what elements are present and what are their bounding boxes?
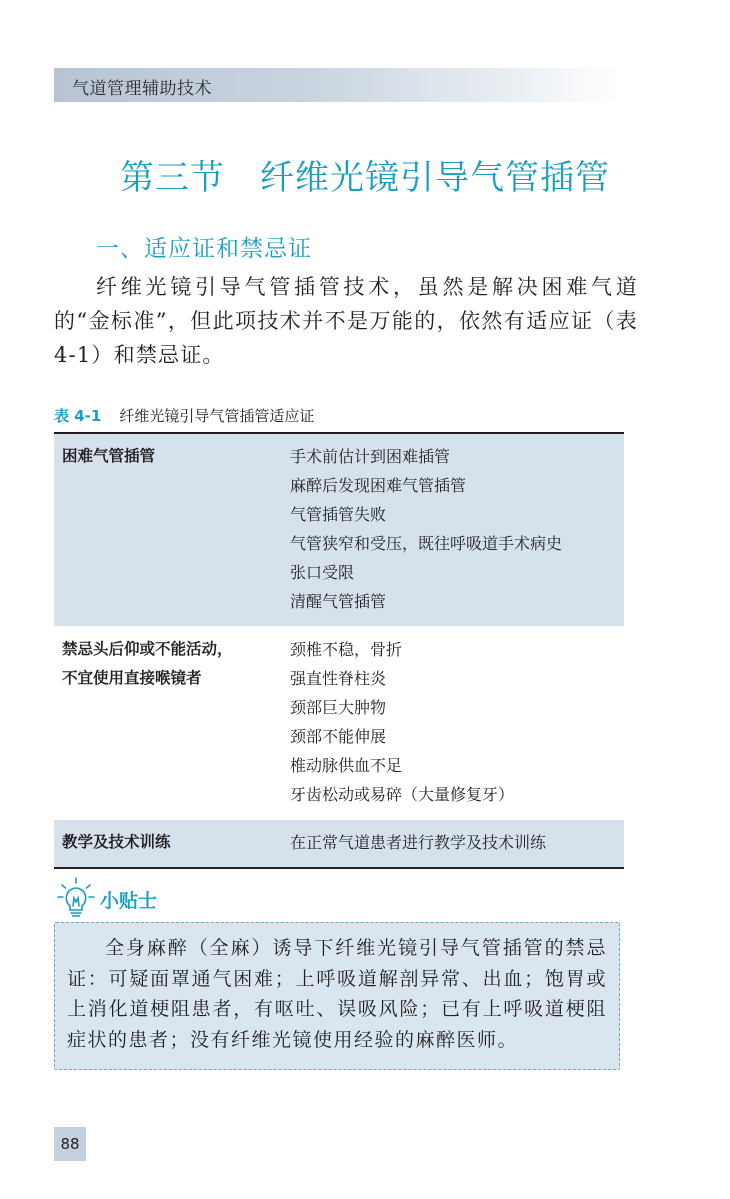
subsection-title: 一、适应证和禁忌证 [96, 236, 312, 262]
indications-table [54, 432, 624, 869]
table-caption [54, 405, 314, 426]
row-items [282, 627, 624, 820]
tip-box [54, 922, 620, 1070]
table-title: 纤维光镜引导气管插管适应证 [119, 407, 315, 425]
row-item: 牙齿松动或易碎（大量修复牙） [290, 785, 515, 804]
section-title: 第三节 纤维光镜引导气管插管 [120, 158, 610, 198]
page-number: 88 [54, 1127, 86, 1161]
tip-title: 小贴士 [100, 890, 158, 912]
row-item: 颈部不能伸展 [290, 727, 387, 746]
lightbulb-icon [56, 876, 96, 918]
row-item: 手术前估计到困难插管 [290, 447, 451, 466]
row-items [282, 433, 624, 627]
row-item: 麻醉后发现困难气管插管 [290, 476, 467, 495]
row-item: 气管插管失败 [290, 505, 387, 524]
row-item: 颈部巨大肿物 [290, 698, 387, 717]
table-row [54, 433, 624, 627]
running-header-title: 气道管理辅助技术 [72, 79, 212, 99]
row-items [282, 820, 624, 869]
row-item: 椎动脉供血不足 [290, 756, 403, 775]
row-item: 强直性脊柱炎 [290, 669, 387, 688]
table-row [54, 820, 624, 869]
table-number: 表 4-1 [54, 407, 102, 425]
intro-paragraph: 纤维光镜引导气管插管技术，虽然是解决困难气道的“金标准”，但此项技术并不是万能的，依然有适应证（表 4-1）和禁忌证。 [54, 275, 638, 367]
row-item: 气管狭窄和受压，既往呼吸道手术病史 [290, 534, 563, 553]
table-row [54, 627, 624, 820]
row-item: 张口受限 [290, 563, 355, 582]
tip-text: 全身麻醉（全麻）诱导下纤维光镜引导气管插管的禁忌证：可疑面罩通气困难；上呼吸道解剖异常、出血；饱胃或上消化道梗阻患者，有呕吐、误吸风险；已有上呼吸道梗阻症状的患者；没有纤维光镜使用经验的麻醉医师。 [67, 937, 607, 1051]
row-item: 清醒气管插管 [290, 592, 387, 611]
row-category: 教学及技术训练 [54, 820, 282, 869]
row-category: 禁忌头后仰或不能活动， 不宜使用直接喉镜者 [54, 627, 282, 820]
row-category: 困难气管插管 [54, 433, 282, 627]
row-item: 在正常气道患者进行教学及技术训练 [290, 833, 547, 852]
row-item: 颈椎不稳，骨折 [290, 640, 403, 659]
